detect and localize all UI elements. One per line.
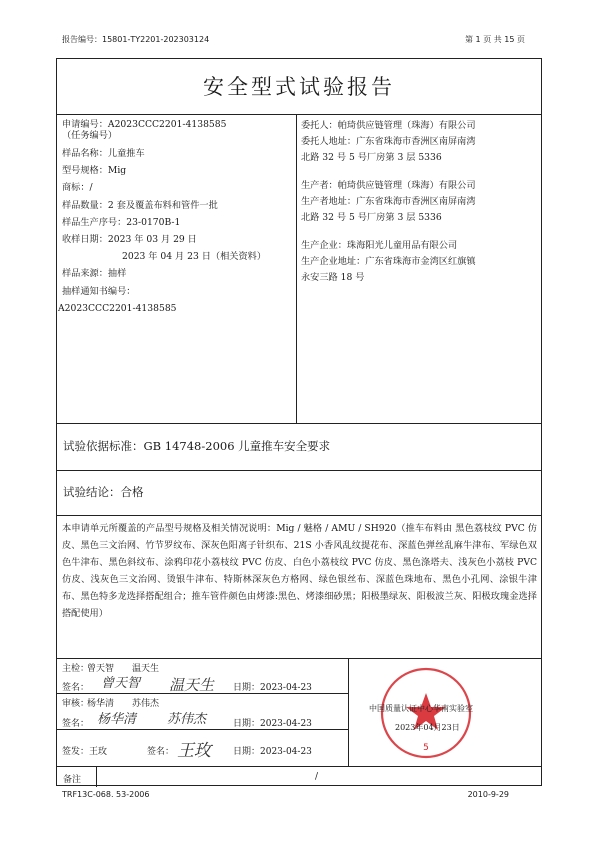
page-indicator: 第 1 页 共 15 页 (465, 35, 525, 44)
report-title: 安全型式试验报告 (57, 59, 541, 115)
report-form (56, 58, 542, 786)
chief-names: 曾天智 温天生 (87, 664, 160, 674)
form-number: TRF13C-068. 53-2006 (62, 790, 150, 799)
sample-info-right (297, 115, 541, 423)
producer: 生产者：帕琦供应链管理（珠海）有限公司 (301, 180, 476, 191)
chief-inspector-cell (57, 659, 348, 694)
review-signature-2: 苏伟杰 (167, 712, 207, 727)
producer-address-2: 北路 32 号 5 号厂房第 3 层 5336 (301, 212, 442, 223)
sampling-notice-number: A2023CCC2201-4138585 (58, 302, 177, 314)
chief-signature-1: 曾天智 (101, 676, 141, 691)
factory-address-2: 永安三路 18 号 (301, 272, 365, 283)
remark-row (57, 767, 541, 787)
task-number: （任务编号） (62, 130, 118, 141)
receive-date-2: 2023 年 04 月 23 日（相关资料） (122, 251, 267, 263)
review-names: 杨华清 苏伟杰 (87, 699, 160, 709)
signature-block (57, 659, 349, 766)
review-label: 审核： (62, 699, 90, 709)
review-sign-label: 签名： (62, 719, 90, 729)
svg-text:5: 5 (423, 743, 429, 753)
issue-sign-label: 签名： (147, 747, 175, 757)
trademark: 商标：/ (62, 182, 93, 194)
production-serial: 样品生产序号：23-0170B-1 (62, 216, 181, 228)
client-address-2: 北路 32 号 5 号厂房第 3 层 5336 (301, 152, 442, 163)
stamp-block (349, 659, 541, 766)
stamp-date: 2023年04月23日 (395, 723, 460, 732)
reviewer-cell (57, 694, 348, 730)
receive-date: 收样日期：2023 年 03 月 29 日 (62, 234, 197, 246)
form-date: 2010-9-29 (467, 790, 509, 799)
issue-date: 日期：2023-04-23 (233, 747, 312, 757)
factory: 生产企业：珠海阳光儿童用品有限公司 (301, 240, 458, 251)
remark-value: / (315, 772, 319, 782)
test-basis: 试验依据标准：GB 14748-2006 儿童推车安全要求 (57, 424, 541, 471)
coverage-note: 本申请单元所覆盖的产品型号规格及相关情况说明：Mig / 魅格 / AMU / SH920（推车布料由 黑色荔枝纹 PVC 仿皮、黑色三文治网、竹节罗纹布、深灰色阳离子针织布、21S 小香风乱纹提花布、深蓝色弹丝乱麻牛津布、军绿色双色牛津布、黑色斜纹布、涂鸦印花小荔枝纹 PVC 仿皮、白色小荔枝纹 PVC 仿皮、黑色涤塔夫、浅灰色小荔枝 PVC 仿皮、浅灰色三文治网、烫银牛津布、特斯林深灰色方格网、绿色银丝布、深蓝色珠地布、黑色小孔网、涂银牛津布、黑色特多龙选择搭配组合；推车管件颜色由烤漆:黑色、烤漆细砂黑；阳极墨绿灰、阳极波兰灰、阳极玫瑰金选择搭配使用） (57, 516, 541, 659)
sample-source: 样品来源：抽样 (62, 268, 127, 280)
remark-label: 备注 (57, 767, 97, 787)
sample-info-left (57, 115, 297, 423)
test-conclusion: 试验结论：合格 (57, 471, 541, 516)
issue-signature: 王玫 (177, 741, 211, 761)
producer-address-1: 生产者地址：广东省珠海市香洲区南屏南湾 (301, 196, 476, 207)
chief-date: 日期：2023-04-23 (233, 683, 312, 693)
review-signature-1: 杨华清 (97, 712, 137, 727)
sample-quantity: 样品数量：2 套及覆盖布料和管件一批 (62, 199, 218, 211)
report-number: 报告编号：15801-TY2201-202303124 (62, 35, 210, 44)
factory-address-1: 生产企业地址：广东省珠海市金湾区红旗镇 (301, 256, 476, 267)
chief-label: 主检： (62, 664, 90, 674)
client: 委托人：帕琦供应链管理（珠海）有限公司 (301, 120, 476, 131)
review-date: 日期：2023-04-23 (233, 719, 312, 729)
issuer-cell (57, 730, 348, 767)
chief-sign-label: 签名： (62, 683, 90, 693)
client-address-1: 委托人地址：广东省珠海市香洲区南屏南湾 (301, 136, 476, 147)
stamp-organization: 中国质量认证中心华南实验室 (369, 704, 473, 713)
chief-signature-2: 温天生 (169, 676, 215, 694)
signature-section (57, 659, 541, 767)
application-number: 申请编号：A2023CCC2201-4138585 (62, 119, 227, 130)
sample-name: 样品名称：儿童推车 (62, 148, 145, 159)
sampling-notice-label: 抽样通知书编号： (62, 285, 136, 297)
issue-label: 签发：王玫 (62, 747, 108, 757)
model-spec: 型号规格：Mig (62, 165, 127, 177)
sample-info-section (57, 115, 541, 424)
